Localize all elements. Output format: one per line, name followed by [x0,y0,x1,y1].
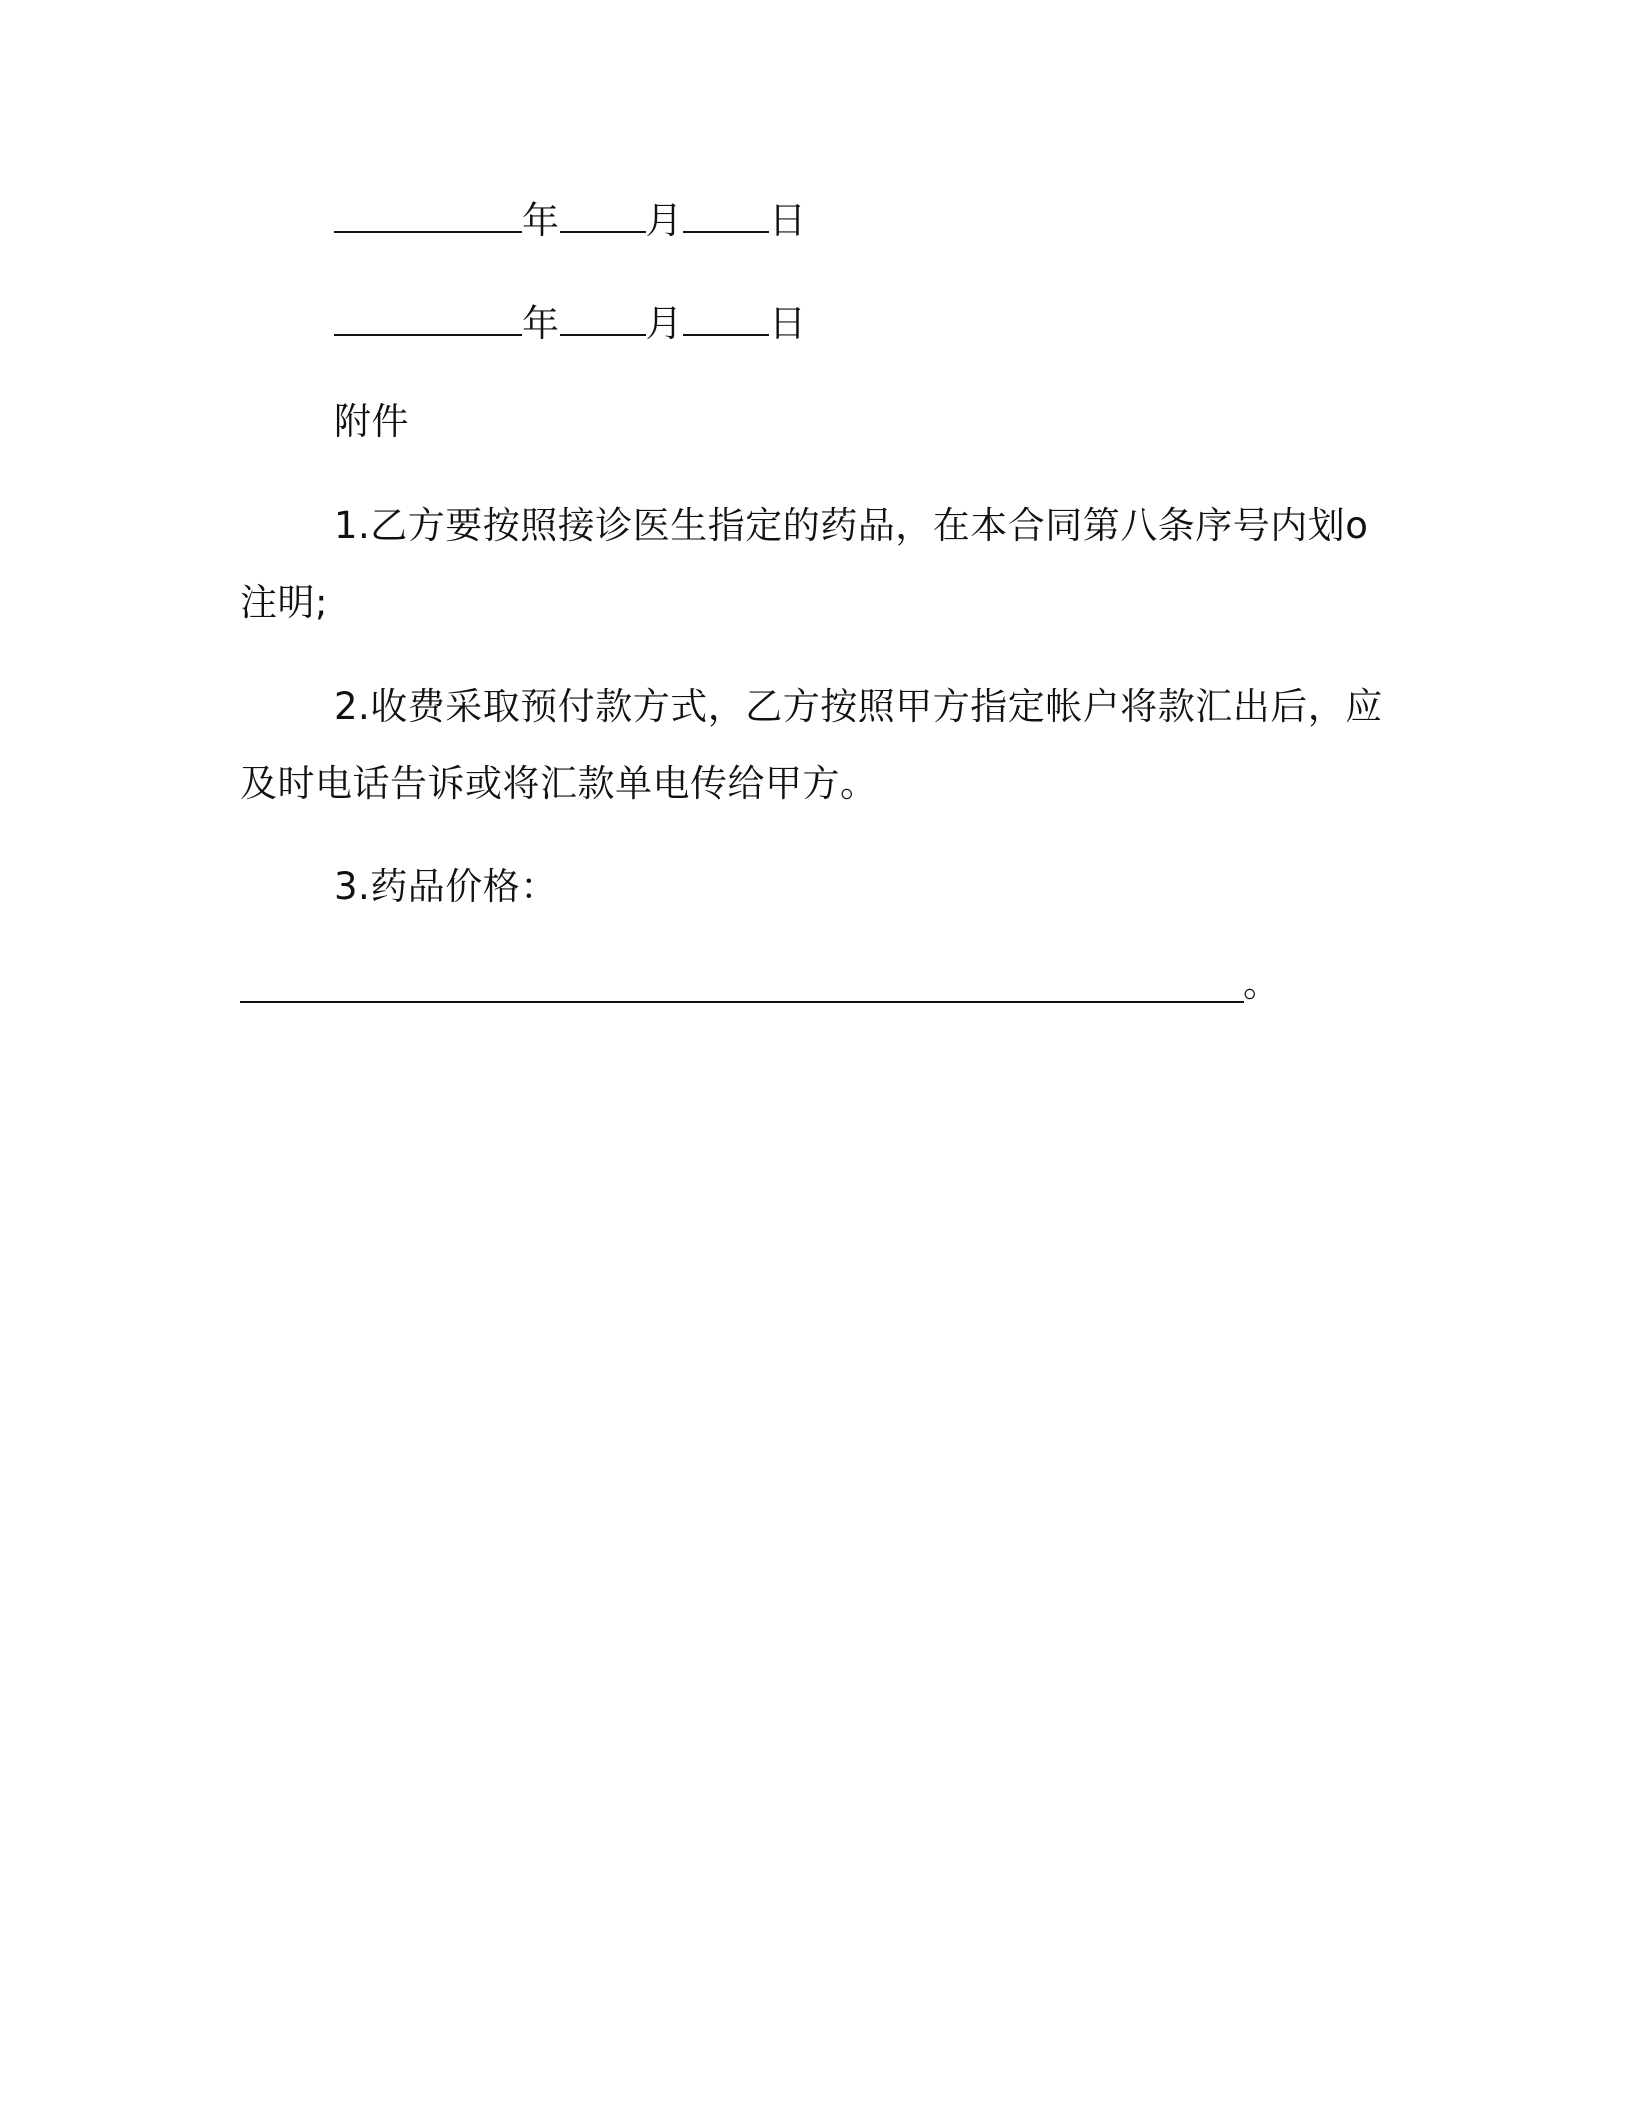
price-end-mark: 。 [1243,962,1280,1005]
item-3-price-label: 3.药品价格： [334,865,558,908]
attachment-title: 附件 [334,400,409,443]
month-blank [560,296,646,336]
month-blank [560,193,646,233]
day-label: 日 [769,199,807,242]
year-label: 年 [522,199,560,242]
month-label: 月 [645,302,683,345]
signature-date-line-2 [334,296,807,348]
year-blank [334,193,522,233]
year-blank [334,296,522,336]
signature-date-line-1 [334,193,807,245]
price-blank-line [240,965,1244,1003]
item-1-line-2: 注明; [240,581,328,624]
item-1-line-1: 1.乙方要按照接诊医生指定的药品，在本合同第八条序号内划o [334,504,1369,547]
month-label: 月 [645,199,683,242]
day-blank [683,193,769,233]
day-label: 日 [769,302,807,345]
item-2-line-1: 2.收费采取预付款方式，乙方按照甲方指定帐户将款汇出后，应 [334,685,1383,728]
year-label: 年 [522,302,560,345]
day-blank [683,296,769,336]
item-2-line-2: 及时电话告诉或将汇款单电传给甲方。 [240,762,878,805]
